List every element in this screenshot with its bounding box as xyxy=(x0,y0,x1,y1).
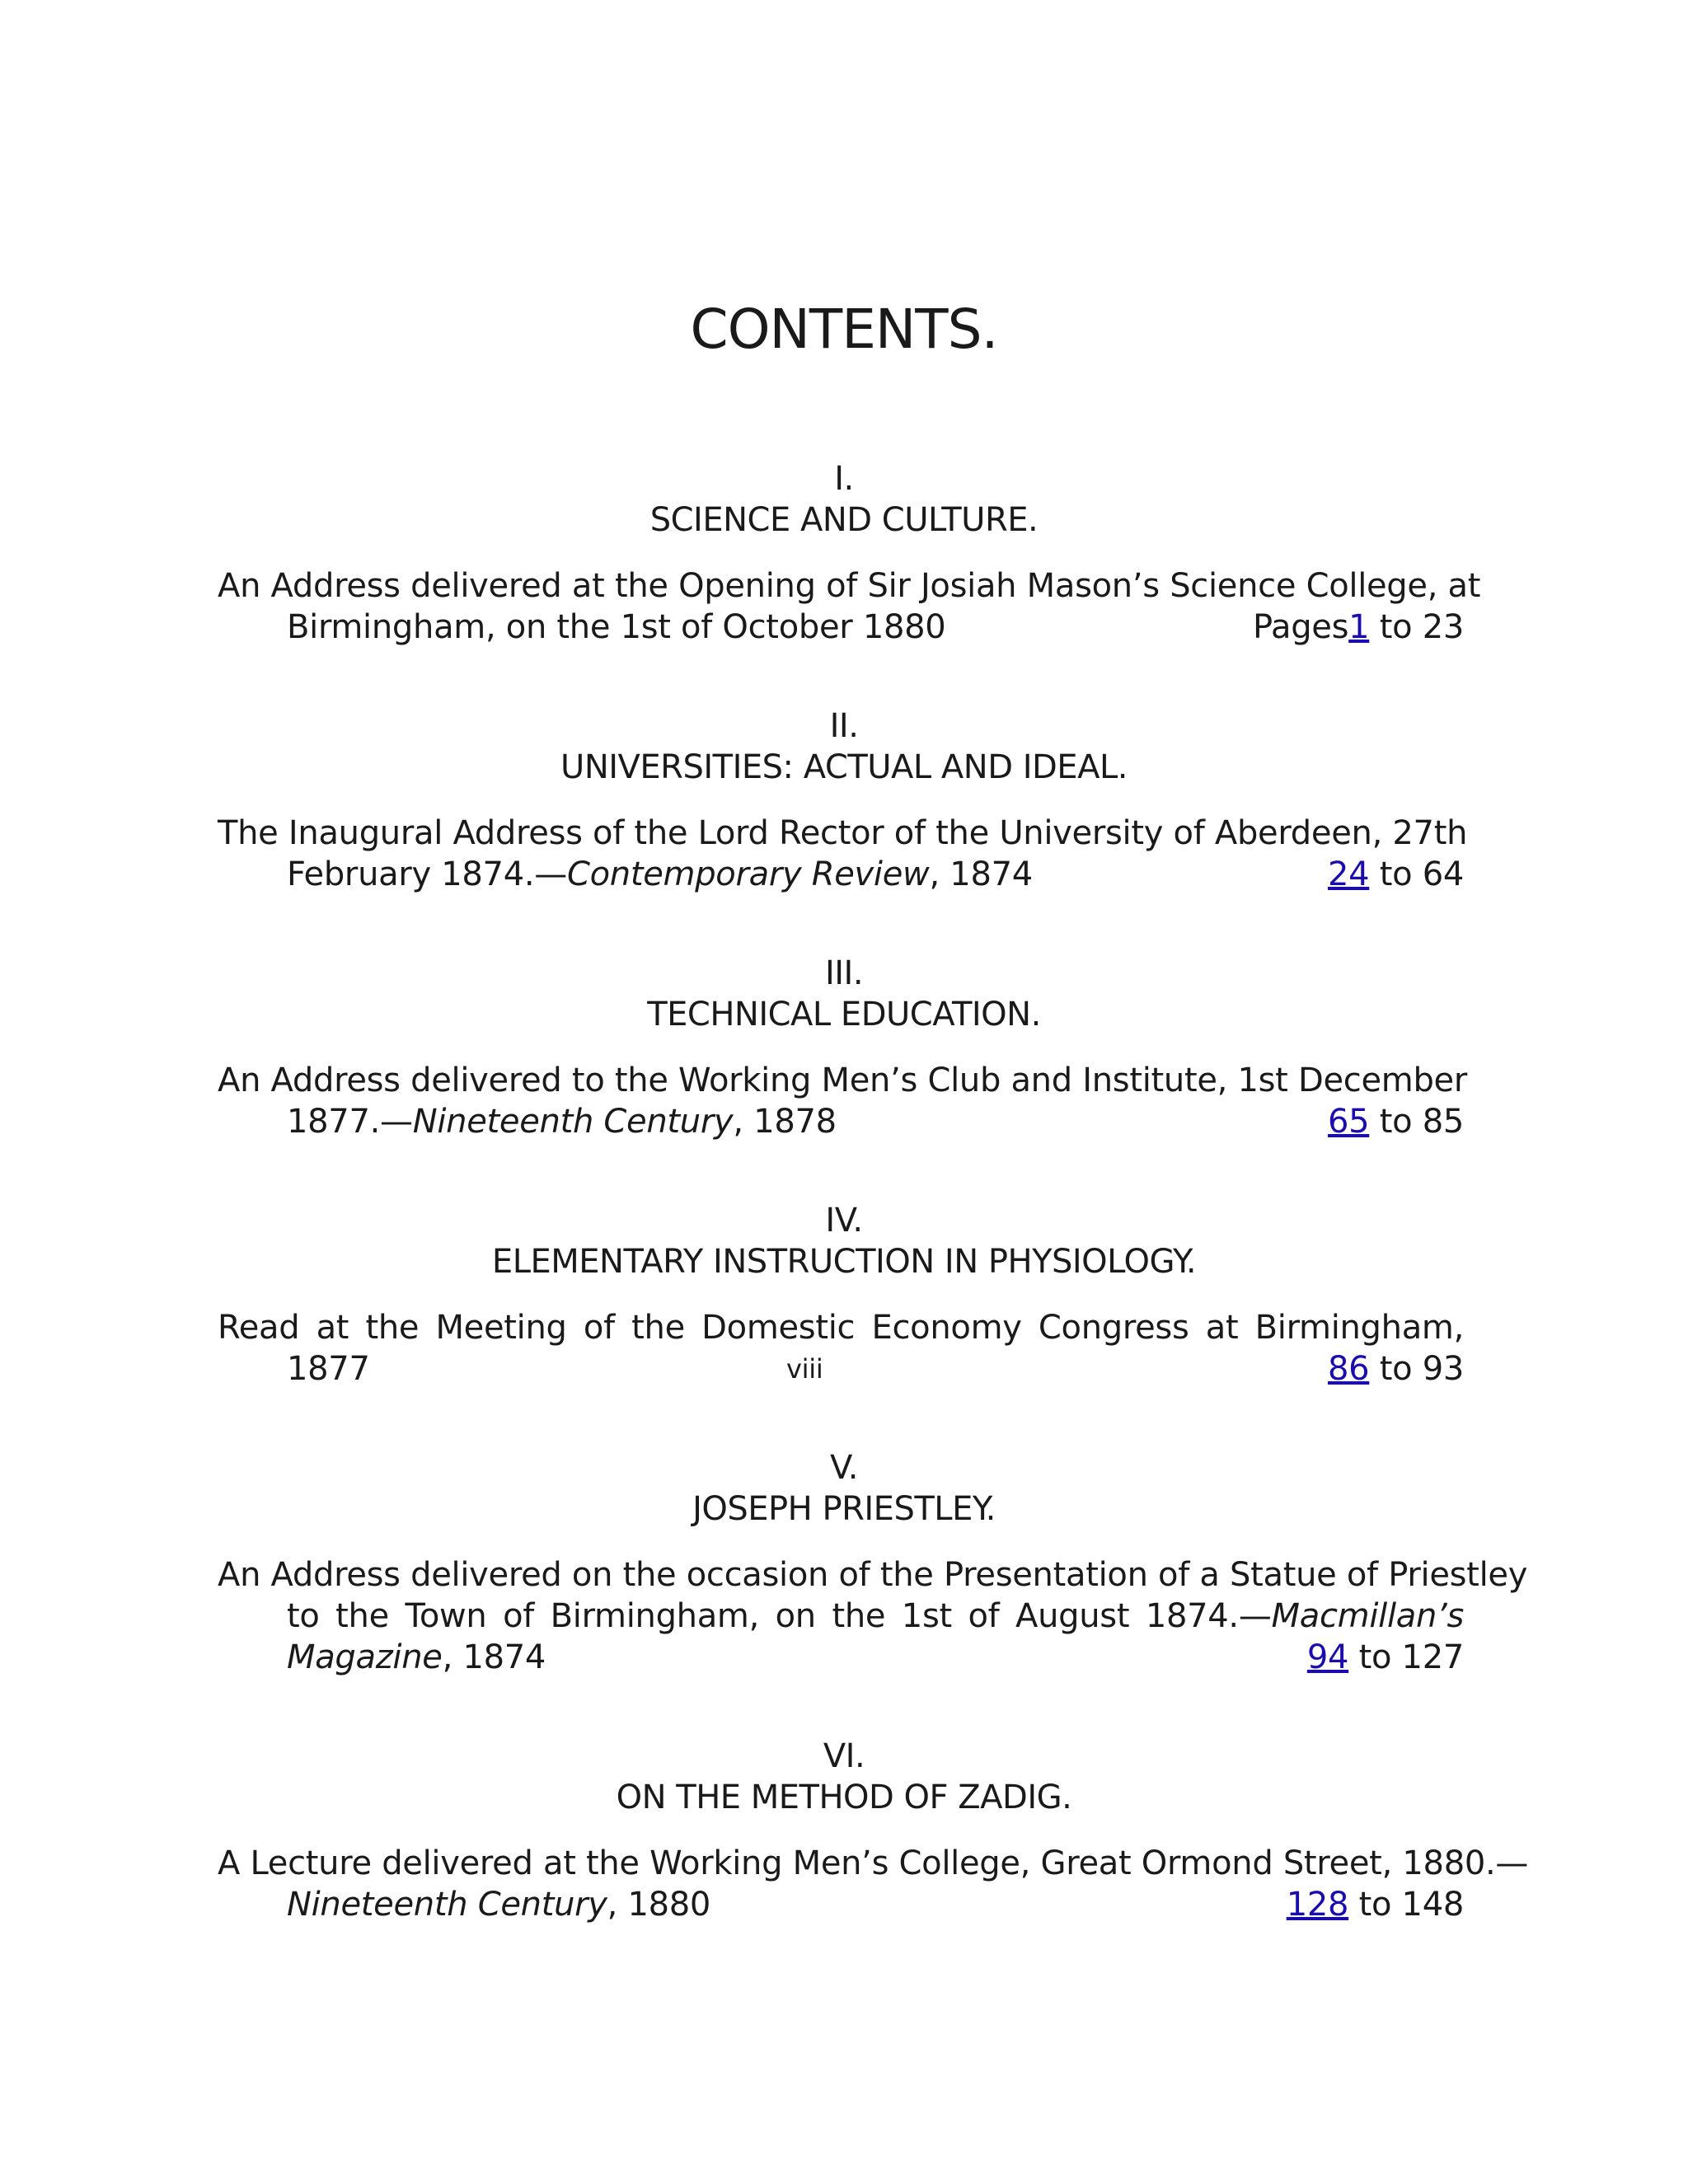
entry-pages xyxy=(1253,607,1464,648)
entry-description-last-line xyxy=(218,854,1464,895)
entry-pages xyxy=(1287,1884,1464,1925)
entry-description-last-line xyxy=(218,607,1464,648)
contents-entry-1 xyxy=(0,458,1688,648)
entry-numeral: VI. xyxy=(823,1737,865,1775)
entry-numeral: I. xyxy=(834,460,854,498)
entry-description xyxy=(218,1554,1528,1678)
page-link-24[interactable]: 24 xyxy=(1328,855,1370,893)
entry-description xyxy=(218,1843,1529,1925)
pages-prefix: Pages xyxy=(1252,608,1349,646)
entry-pages xyxy=(1328,1348,1464,1390)
entry-description-text: Birmingham, on the 1st of October 1880 xyxy=(287,608,946,646)
page-end: to 93 xyxy=(1369,1350,1464,1388)
contents-entry-2 xyxy=(0,705,1688,895)
entry-pages xyxy=(1307,1637,1464,1678)
entry-title: UNIVERSITIES: ACTUAL AND IDEAL. xyxy=(560,748,1128,786)
entry-title: JOSEPH PRIESTLEY. xyxy=(692,1490,996,1528)
entry-description xyxy=(218,1307,1464,1390)
page-link-128[interactable]: 128 xyxy=(1286,1886,1349,1924)
publication-name: Nineteenth Century xyxy=(287,1886,607,1924)
entry-title: TECHNICAL EDUCATION. xyxy=(647,996,1041,1033)
page-link-65[interactable]: 65 xyxy=(1328,1103,1370,1141)
entry-description-text: February 1874.— xyxy=(287,855,567,893)
entry-description-line: An Address delivered on the occasion of the Presentation of a Statue of Priestley xyxy=(218,1556,1528,1594)
page-link-86[interactable]: 86 xyxy=(1328,1350,1370,1388)
entry-description-text: 1877.— xyxy=(287,1103,413,1141)
entry-numeral: V. xyxy=(830,1449,858,1487)
entry-description-line: A Lecture delivered at the Working Men’s College, Great Ormond Street, 1880.— xyxy=(218,1844,1529,1882)
publication-name: Contemporary Review xyxy=(566,855,930,893)
entry-description-last-line xyxy=(218,1348,1464,1390)
page-link-94[interactable]: 94 xyxy=(1306,1638,1349,1676)
publication-year: , 1880 xyxy=(607,1886,711,1924)
publication-year: , 1874 xyxy=(442,1638,546,1676)
contents-entry-4 xyxy=(0,1200,1688,1390)
entry-description-line xyxy=(218,1596,1464,1637)
entry-description xyxy=(218,1060,1467,1142)
entry-description-last-line xyxy=(218,1884,1464,1925)
entry-description-line: An Address delivered at the Opening of Sir Josiah Mason’s Science College, at xyxy=(218,567,1481,605)
publication-year: , 1874 xyxy=(929,855,1033,893)
publication-name: Nineteenth Century xyxy=(412,1103,734,1141)
entry-pages xyxy=(1328,854,1464,895)
page-link-1[interactable]: 1 xyxy=(1348,608,1370,646)
entry-title: SCIENCE AND CULTURE. xyxy=(649,501,1039,539)
entry-description-last-line xyxy=(218,1101,1464,1142)
page-end: to 127 xyxy=(1348,1638,1464,1676)
contents-entry-5 xyxy=(0,1447,1688,1678)
entry-description-text: 1877 xyxy=(287,1350,370,1388)
entry-pages xyxy=(1328,1101,1464,1142)
entry-description-last-line xyxy=(218,1637,1464,1678)
page-end: to 85 xyxy=(1369,1103,1464,1141)
contents-entry-6 xyxy=(0,1736,1688,1925)
publication-name-continued: Magazine xyxy=(287,1638,443,1676)
publication-year: , 1878 xyxy=(733,1103,837,1141)
page-end: to 23 xyxy=(1369,608,1464,646)
page-end: to 148 xyxy=(1348,1886,1464,1924)
page-number-marker: viii xyxy=(786,1353,823,1385)
entry-description-text: to the Town of Birmingham, on the 1st of August 1874.— xyxy=(287,1597,1272,1635)
contents-entry-3 xyxy=(0,953,1688,1142)
entry-description-line: Read at the Meeting of the Domestic Economy Congress at Birmingham, xyxy=(218,1309,1464,1347)
entry-numeral: III. xyxy=(824,954,864,992)
entry-numeral: II. xyxy=(829,707,859,745)
publication-name: Macmillan’s xyxy=(1271,1597,1464,1635)
entry-numeral: IV. xyxy=(825,1202,863,1240)
entry-description-line: The Inaugural Address of the Lord Rector of the University of Aberdeen, 27th xyxy=(218,814,1468,852)
entry-description xyxy=(218,565,1481,648)
page-end: to 64 xyxy=(1369,855,1464,893)
entry-title: ON THE METHOD OF ZADIG. xyxy=(616,1779,1072,1816)
entry-title: ELEMENTARY INSTRUCTION IN PHYSIOLOGY. xyxy=(491,1243,1197,1281)
page-title: CONTENTS. xyxy=(690,298,998,361)
entry-description-line: An Address delivered to the Working Men’s Club and Institute, 1st December xyxy=(218,1062,1467,1099)
entry-description xyxy=(218,813,1468,895)
